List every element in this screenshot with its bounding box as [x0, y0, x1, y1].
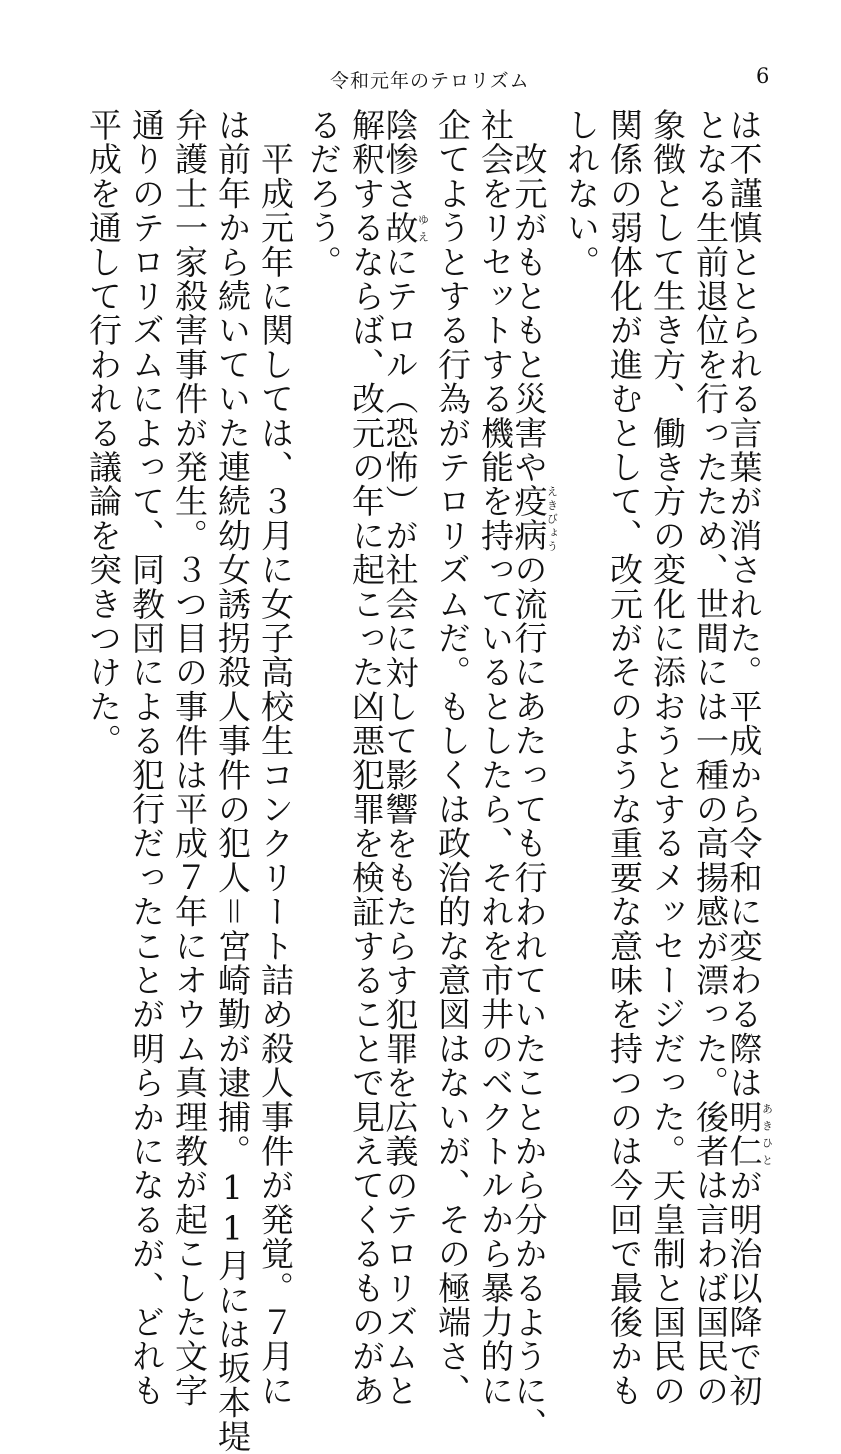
text-column: 企てようとする行為がテロリズムだ。もしくは政治的な意図はないが、その極端さ、: [433, 108, 472, 1408]
ruby-reading: ゆえ: [416, 210, 430, 245]
text-segment: にテロル（恐怖）が社会に対して影響をもたらす犯罪を広義のテロリズムと: [380, 244, 420, 1408]
text-column: [724, 108, 774, 1408]
text-column: 関係の弱体化が進むとして、改元がそのような重要な意味を持つのは今回で最後かも: [605, 108, 644, 1408]
text-segment: は不謹慎ととられる言葉が消された。平成から令和に変わる際は: [724, 108, 764, 1100]
ruby-base: 疫病: [509, 484, 549, 553]
text-segment: 陰惨さ: [380, 108, 420, 211]
running-head: 令和元年のテロリズム: [330, 70, 530, 92]
text-column: 弁護士一家殺害事件が発生。３つ目の事件は平成７年にオウム真理教が起こした文字: [170, 108, 209, 1408]
page-number: 6: [756, 64, 770, 88]
ruby-reading: えきびょう: [545, 484, 559, 553]
text-column: は前年から続いていた連続幼女誘拐殺人事件の犯人＝宮崎勤が逮捕。11月には坂本堤: [213, 108, 252, 1454]
ruby-ekibyou: [509, 484, 559, 553]
ruby-akihito: [724, 1099, 774, 1169]
text-column: 象徴として生き方、働き方の変化に添おうとするメッセージだった。天皇制と国民の: [648, 108, 687, 1408]
text-segment: 改元がもともと災害や: [509, 108, 549, 485]
text-column: 解釈するならば、改元の年に起こった凶悪犯罪を検証することで見えてくるものがあ: [347, 108, 386, 1408]
body-text: [83, 108, 774, 1454]
text-segment: の流行にあたっても行われていたことから分かるように、: [509, 552, 549, 1442]
ruby-base: 明仁: [724, 1099, 764, 1169]
text-column: 社会をリセットする機能を持っているとしたら、それを市井のベクトルから暴力的に: [476, 108, 515, 1408]
text-segment: が明治以降で初: [724, 1168, 764, 1408]
text-column: となる生前退位を行ったため、世間には一種の高揚感が漂った。後者は言わば国民の: [691, 108, 730, 1408]
text-column: 平成を通して行われる議論を突きつけた。: [84, 108, 123, 758]
ruby-base: 故: [380, 210, 420, 245]
text-column: しれない。: [562, 108, 601, 279]
text-column: 平成元年に関しては、３月に女子高校生コンクリート詰め殺人事件が発覚。７月に: [256, 108, 295, 1408]
text-column: [509, 108, 559, 1442]
text-column: 通りのテロリズムによって、同教団による犯行だったことが明らかになるが、どれも: [127, 108, 166, 1408]
ruby-yue: [380, 210, 430, 245]
text-column: [380, 108, 430, 1408]
text-column: るだろう。: [304, 108, 343, 279]
ruby-reading: あきひと: [760, 1099, 774, 1169]
